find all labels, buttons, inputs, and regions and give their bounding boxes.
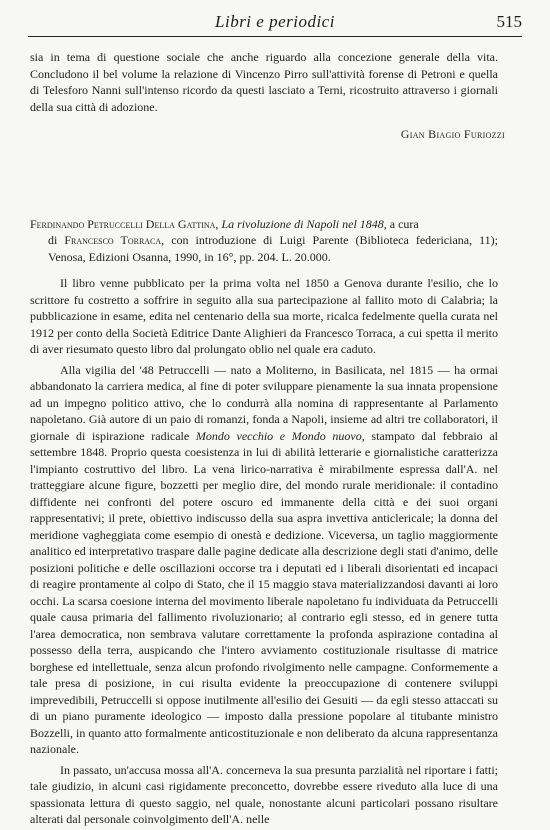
paragraph-2-part-b: stampato dal febbraio al settembre 1848. Proprio questa coesistenza in lui di abilità letterarie e giornalistiche caratterizza l'impianto costruttivo del libro. La vena lirico-narrativa è mirabilmente espressa dall'A. nel tratteggiare alcune figure, bozzetti per meglio dire, del mondo rurale meridionale: il contadino diffidente nei confronti del potere oscuro ed immanente della città e dei suoi organi rappresentativi; il prete, obiettivo indiscusso della sua aspra invettiva anticlericale; la donna del meridione vagheggiata come esempio di onestà e dedizione. Viceversa, un taglio maggiormente analitico ed interpretativo traspare dalle pagine dedicate alla descrizione degli stati d'animo, delle posizioni politiche e delle oscillazioni occorse tra i deputati ed i liberali disorientati ed incapaci di reagire prontamente al colpo di Stato, che il 15 maggio stava materializzandosi davanti ai loro occhi. La scarsa coesione interna del movimento liberale napoletano fu individuata da Petruccelli quale causa primaria del fallimento rivoluzionario; al contrario egli stesso, ed in genere tutta l'area democratica, non sembrava valutare correttamente la profonda aspirazione contadina al possesso della terra, auspicando che l'intero avviamento costituzionale risultasse di matrice borghese ed intellettuale, senza alcun profondo rivolgimento nelle campagne. Conformemente a tale presa di posizione, in cui risulta evidente la preoccupazione di contenere sviluppi imprevedibili, Petruccelli si oppose inutilmente all'esilio dei Gesuiti — da egli stesso attaccati su di un piano puramente ideologico — imposto dalla pressione popolare al titubante ministro Bozzelli, in quanto atto formalmente anticostituzionale e non deliberato da alcuna rappresentanza nazionale. bbox=[30, 428, 498, 756]
cura-prefix: a cura bbox=[389, 217, 419, 231]
book-author: Ferdinando Petruccelli Della Gattina, bbox=[30, 217, 219, 231]
header-rule bbox=[28, 36, 522, 37]
previous-review-ending: sia in tema di questione sociale che anche riguardo alla concezione generale della vita. Concludono il bel volume la relazione di Vincenzo Pirro sull'attività forense di Petroni e quella di Telesforo Nanni sull'intenso ricordo da questi lasciato a Terni, ricostruito attraverso i giornali della sua città di adozione. bbox=[30, 50, 498, 114]
reviewer-signature: Gian Biagio Furiozzi bbox=[400, 127, 505, 141]
book-editor: Francesco Torraca, bbox=[64, 233, 165, 247]
paragraph-2-part-a: Alla vigilia del '48 Petruccelli — nato a Moliterno, in Basilicata, nel 1815 — ha ormai abbandonato la carriera medica, al fine di poter sviluppare pienamente la sua innata propensione ad un impegno politico attivo, che lo condurrà alla nomina di rappresentante al Parlamento napoletano. Già autore di un paio di romanzi, fonda a Napoli, insieme ad altri tre collaboratori, il giornale di ispirazione radicale bbox=[30, 362, 498, 443]
book-citation-details bbox=[48, 232, 498, 265]
book-title: La rivoluzione di Napoli nel 1848, bbox=[221, 217, 387, 231]
cura-line: di bbox=[48, 233, 58, 247]
paragraph-3: In passato, un'accusa mossa all'A. concerneva la sua presunta parzialità nel riportare i fatti; tale giudizio, in alcuni casi rigidamente preconcetto, dovrebbe essere riveduto alla luce di una spassionata lettura di questo saggio, nel quale, nonostante alcuni particolari possano risultare alterati dal personale coinvolgimento dell'A. nelle bbox=[30, 762, 498, 826]
running-title: Libri e periodici bbox=[215, 12, 335, 31]
newspaper-title: Mondo vecchio e Mondo nuovo, bbox=[195, 428, 365, 443]
paragraph-2 bbox=[30, 362, 498, 758]
review-body bbox=[30, 275, 498, 828]
paragraph-1: Il libro venne pubblicato per la prima volta nel 1850 a Genova durante l'esilio, che lo scrittore fu costretto a soffrire in seguito alla sua partecipazione al fallito moto di Calabria; la pubblicazione in esame, edita nel centenario della sua morte, ricalca fedelmente quella curata nel 1912 per conto della Società Editrice Dante Alighieri da Francesco Torraca, a cui spetta il merito di aver riesumato questo libro dal prolungato oblio nel quale era caduto. bbox=[30, 276, 498, 356]
page-header bbox=[28, 12, 522, 34]
page-number: 515 bbox=[496, 12, 522, 31]
book-citation bbox=[30, 216, 498, 233]
citation-rest: con introduzione di Luigi Parente (Biblioteca federiciana, 11); Venosa, Edizioni Osanna, 1990, in 16°, pp. 204. L. 20.000. bbox=[48, 233, 499, 264]
